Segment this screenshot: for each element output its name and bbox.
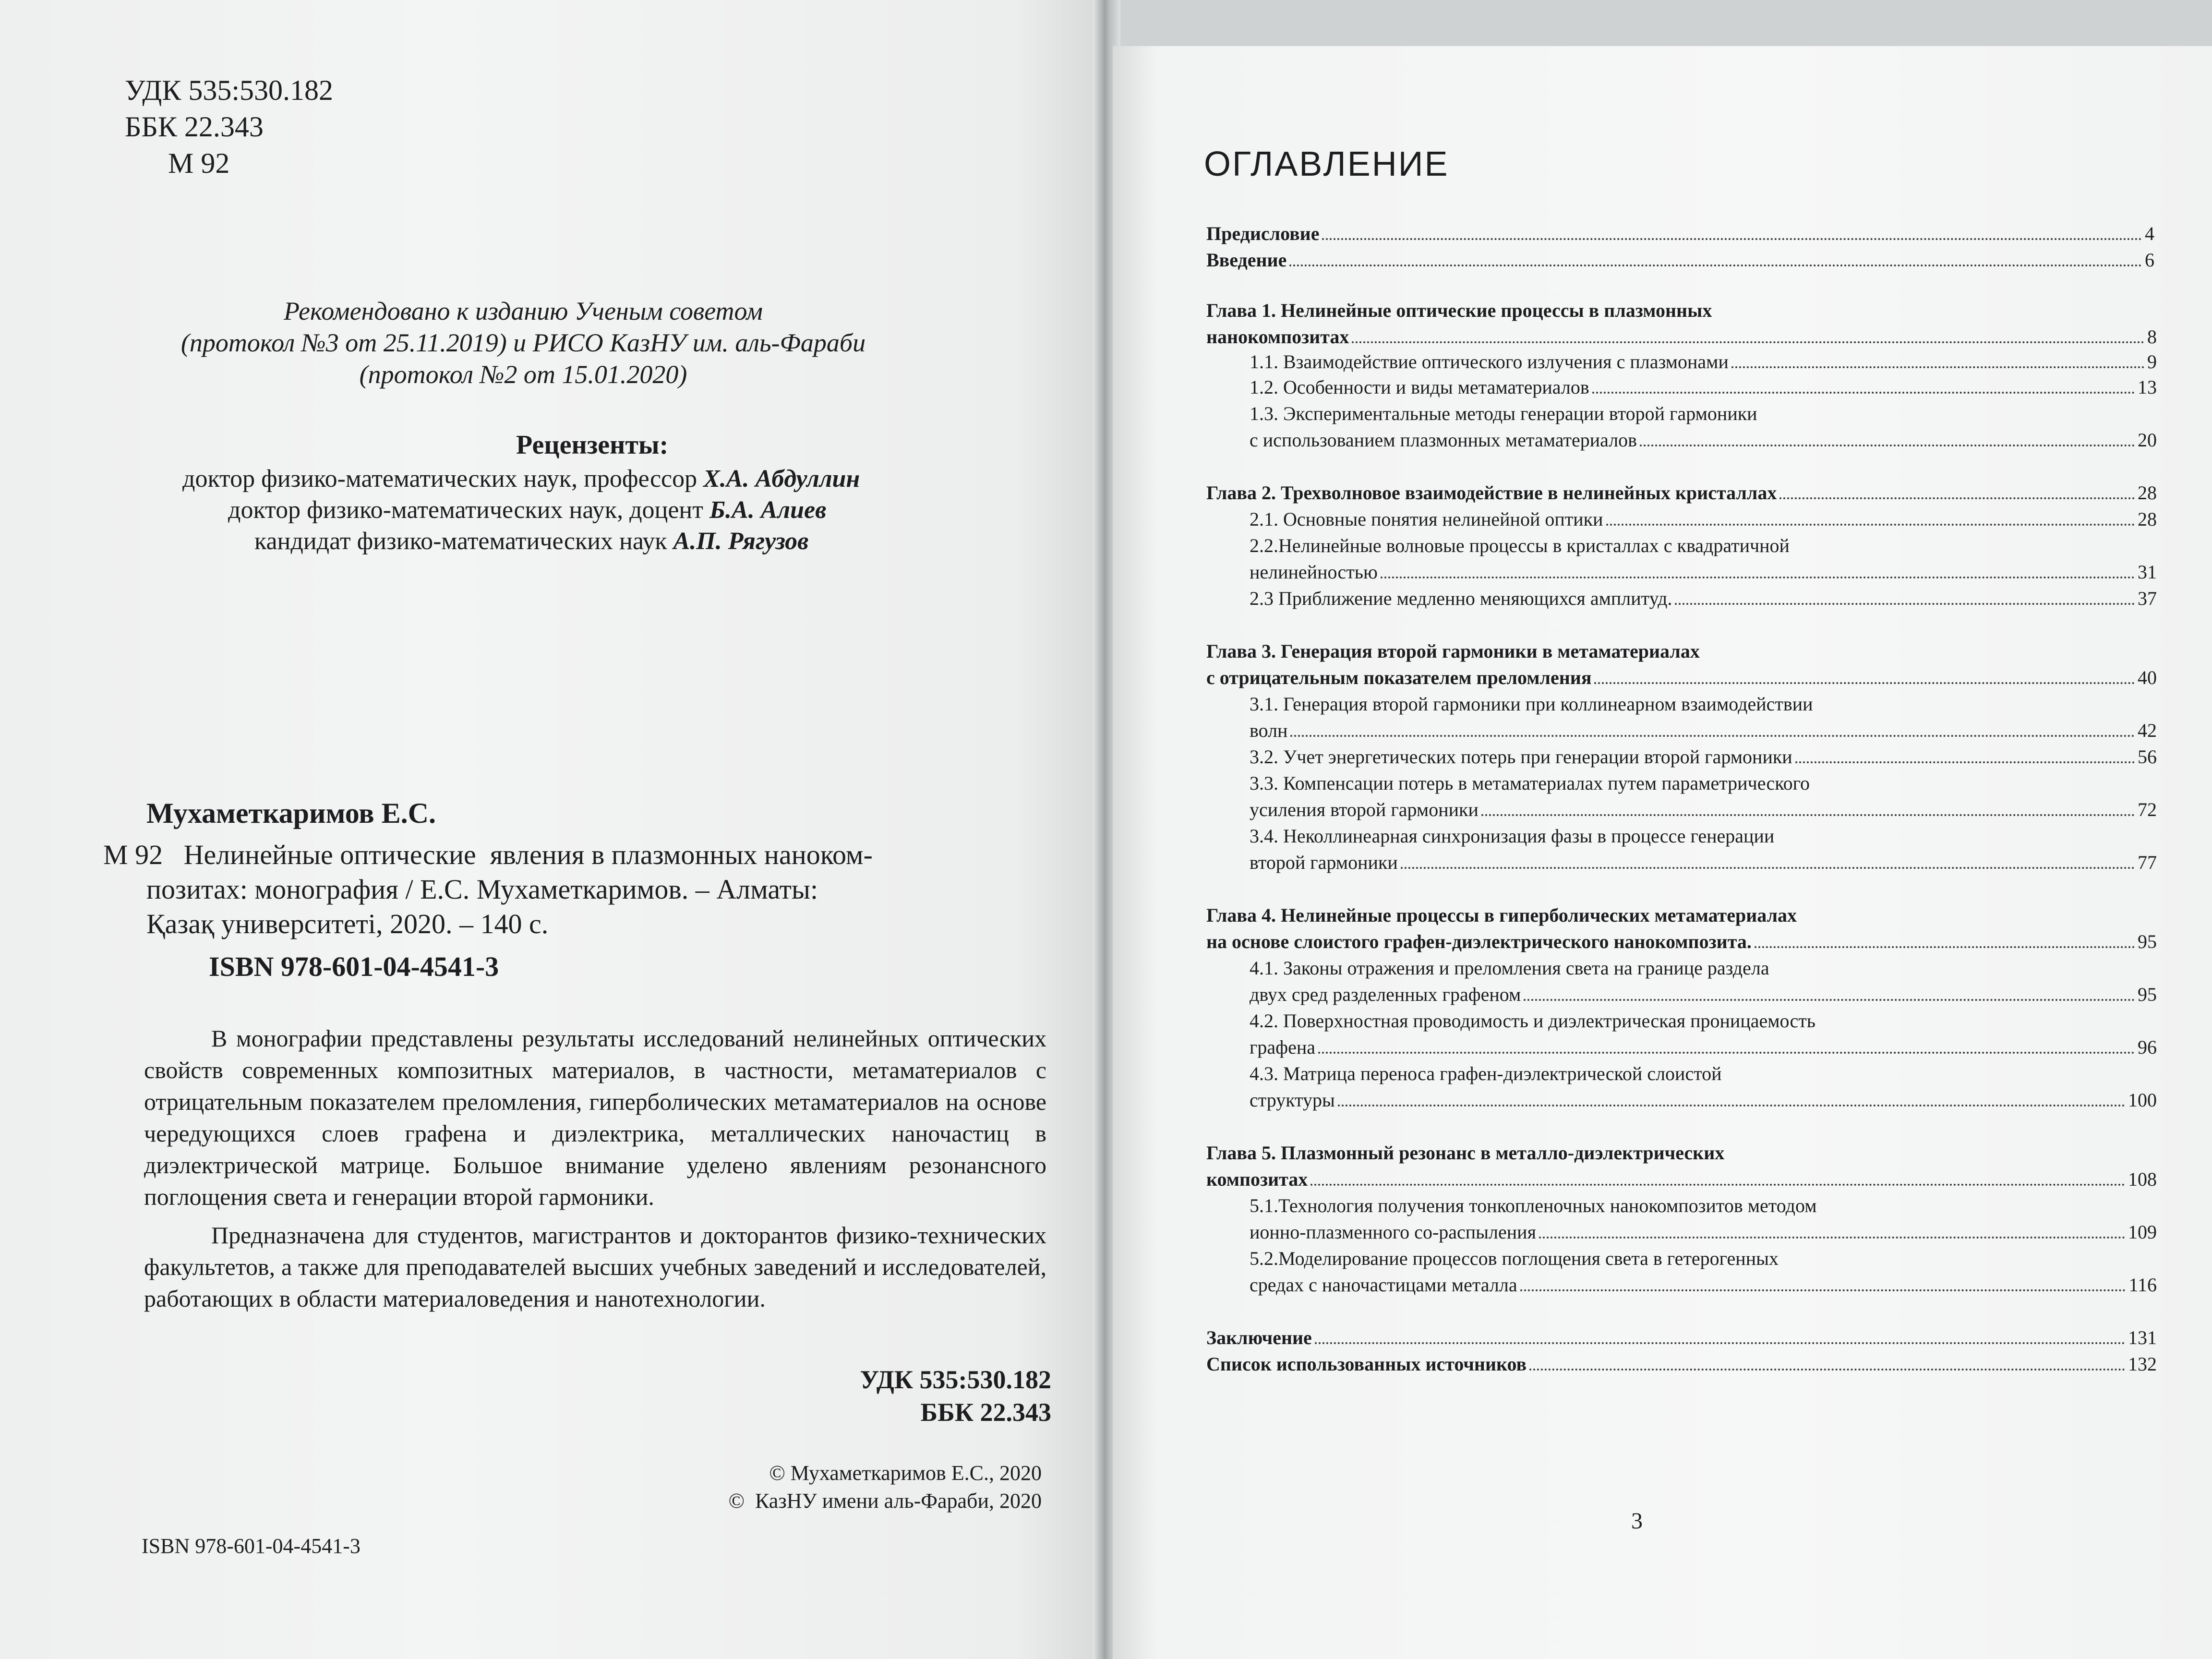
toc-page: 116 [2128,1274,2157,1296]
reviewers-title: Рецензенты: [516,430,669,460]
toc-page: 28 [2138,508,2157,530]
toc-label: нелинейностью [1250,561,1378,583]
toc-section-title: 4.2. Поверхностная проводимость и диэлектрическая проницаемость [1250,1010,1816,1032]
toc-label: средах с наночастицами металла [1250,1274,1517,1296]
leader-dots [1779,497,2135,499]
toc-page: 95 [2138,931,2157,952]
toc-section-title: 5.1.Технология получения тонкопленочных нанокомпозитов методом [1250,1195,1817,1216]
reviewer-name: Б.А. Алиев [709,496,827,524]
leader-dots [1675,603,2135,605]
toc-label: Предисловие [1206,223,1320,244]
toc-label: композитах [1206,1168,1308,1190]
toc-heading: ОГЛАВЛЕНИЕ [1204,145,1449,183]
toc-entry-section-1-2[interactable] [1250,375,2157,400]
toc-label: Заключение [1206,1327,1312,1348]
reviewer-line [182,463,860,495]
toc-label: 2.1. Основные понятия нелинейной оптики [1250,508,1603,530]
isbn-bold: ISBN 978-601-04-4541-3 [209,951,499,982]
recommendation-block [139,295,907,390]
toc-entry-references[interactable] [1206,1352,2157,1377]
page-number: 3 [1631,1508,1643,1534]
leader-dots [1539,1237,2125,1238]
toc-page: 6 [2145,249,2154,271]
toc-label: второй гармоники [1250,852,1398,873]
toc-entry-section-4-2[interactable] [1250,1035,2157,1060]
toc-label: нанокомпозитах [1206,326,1349,348]
leader-dots [1731,366,2144,368]
leader-dots [1795,761,2135,763]
toc-page: 100 [2128,1089,2157,1111]
toc-entry-section-2-2[interactable] [1250,560,2157,585]
toc-page: 109 [2128,1221,2157,1243]
toc-entry-section-5-1[interactable] [1250,1220,2157,1245]
bbk-bottom-line: ББК 22.343 [920,1398,1051,1427]
toc-chapter-title: Глава 5. Плазмонный резонанс в металло-диэлектрических [1206,1142,1725,1164]
toc-page: 131 [2128,1327,2157,1348]
author-name: Мухаметкаримов Е.С. [146,797,436,829]
toc-entry-chapter-3[interactable] [1206,665,2157,690]
toc-entry-section-3-1[interactable] [1250,718,2157,743]
abstract-paragraph: Предназначена для студентов, магистрантов и докторантов физико-технических факультетов, а также для преподавателей высших учебных заведений и исследователей, работающих в области материаловедения и нанотехнологии. [144,1222,1046,1312]
leader-dots [1310,1184,2125,1186]
toc-chapter-title: Глава 3. Генерация второй гармоники в метаматериалах [1206,640,1700,662]
toc-entry-chapter-4[interactable] [1206,929,2157,954]
toc-section-title: 4.1. Законы отражения и преломления света на границе раздела [1250,957,1769,979]
toc-label: Глава 2. Трехволновое взаимодействие в нелинейных кристаллах [1206,482,1777,504]
toc-section-title: 3.4. Неколлинеарная синхронизация фазы в процессе генерации [1250,825,1775,847]
leader-dots [1524,999,2135,1001]
toc-label: 1.2. Особенности и виды метаматериалов [1250,376,1589,398]
recommendation-line: (протокол №2 от 15.01.2020) [359,360,687,389]
toc-entry-chapter-5[interactable] [1206,1167,2157,1192]
abstract-paragraph: В монографии представлены результаты исследований нелинейных оптических свойств современных композитных материалов, в частности, метаматериалов с отрицательным показателем преломления, гиперболических метаматериалов на основе чередующихся слоев графена и диэлектрика, металлических наночастиц в диэлектрической матрице. Большое внимание уделено явлениям резонансного поглощения света и генерации второй гармоники. [144,1025,1046,1210]
toc-page: 8 [2147,326,2157,348]
leader-dots [1520,1289,2126,1291]
leader-dots [1640,445,2135,446]
leader-dots [1594,682,2135,684]
bbk-code: ББК 22.343 [125,111,264,143]
toc-page: 42 [2138,720,2157,741]
toc-page: 72 [2138,799,2157,820]
toc-entry-section-1-1[interactable] [1250,349,2157,374]
bibliographic-entry [103,838,873,941]
leader-dots [1290,735,2135,737]
toc-entry-chapter-1[interactable] [1206,325,2157,349]
toc-label: графена [1250,1036,1315,1058]
toc-page: 40 [2138,667,2157,688]
toc-entry-section-2-1[interactable] [1250,507,2157,532]
toc-page: 56 [2138,746,2157,768]
author-mark: М 92 [168,147,230,179]
toc-page: 4 [2145,223,2154,244]
toc-label: с отрицательным показателем преломления [1206,667,1592,688]
recommendation-line: (протокол №3 от 25.11.2019) и РИСО КазНУ им. аль-Фараби [180,328,866,357]
reviewer-line [254,526,808,557]
toc-label: 3.2. Учет энергетических потерь при генерации второй гармоники [1250,746,1792,768]
leader-dots [1592,392,2135,394]
leader-dots [1318,1052,2135,1054]
toc-section-title: 4.3. Матрица переноса графен-диэлектрической слоистой [1250,1063,1722,1084]
leader-dots [1755,946,2135,948]
toc-page: 132 [2128,1353,2157,1375]
toc-section-title: 5.2.Моделирование процессов поглощения света в гетерогенных [1250,1248,1779,1269]
toc-section-title: 3.1. Генерация второй гармоники при коллинеарном взаимодействии [1250,693,1813,715]
reviewer-role: доктор физико-математических наук, доцент [228,496,703,524]
toc-page: 108 [2128,1168,2157,1190]
leader-dots [1401,867,2135,869]
toc-label: двух сред разделенных графеном [1250,984,1521,1005]
leader-dots [1289,264,2142,266]
leader-dots [1352,341,2144,343]
catalog-codes [125,72,333,181]
toc-page: 96 [2138,1036,2157,1058]
toc-label: волн [1250,720,1288,741]
isbn-bottom: ISBN 978-601-04-4541-3 [142,1534,361,1558]
toc-entry-section-3-2[interactable] [1250,745,2157,769]
toc-label: на основе слоистого графен-диэлектрического нанокомпозита. [1206,931,1752,952]
udk-bottom [696,1363,1051,1429]
toc-entry-section-5-2[interactable] [1250,1273,2157,1298]
toc-chapter-title: Глава 1. Нелинейные оптические процессы в плазмонных [1206,300,1712,321]
toc-page: 20 [2138,429,2157,451]
toc-label: Список использованных источников [1206,1353,1527,1375]
toc-section-title: 3.3. Компенсации потерь в метаматериалах путем параметрического [1250,772,1810,794]
copyright-block [600,1459,1042,1515]
toc-entry-section-1-3[interactable] [1250,428,2157,453]
toc-label: структуры [1250,1089,1335,1111]
toc-page: 77 [2138,852,2157,873]
toc-entry-section-4-1[interactable] [1250,982,2157,1007]
toc-page: 9 [2147,351,2157,373]
leader-dots [1529,1369,2125,1370]
udk-bottom-line: УДК 535:530.182 [860,1365,1051,1394]
toc-page: 28 [2138,482,2157,504]
reviewer-line [228,494,826,526]
toc-label: с использованием плазмонных метаматериалов [1250,429,1637,451]
reviewer-role: доктор физико-математических наук, профессор [182,465,697,493]
reviewer-name: А.П. Рягузов [673,528,809,555]
reviewer-role: кандидат физико-математических наук [254,528,667,555]
left-page [0,0,1104,1659]
biblio-line: М 92 Нелинейные оптические явления в плазмонных наноком- [103,839,873,870]
leader-dots [1338,1105,2125,1106]
toc-entry-intro[interactable] [1206,248,2154,273]
toc-entry-preface[interactable] [1206,221,2154,246]
toc-label: 2.3 Приближение медленно меняющихся амплитуд. [1250,588,1672,609]
right-page [1113,46,2212,1659]
copyright-line: © КазНУ имени аль-Фараби, 2020 [728,1489,1042,1513]
toc-chapter-title: Глава 4. Нелинейные процессы в гиперболических метаматериалах [1206,904,1797,926]
reviewer-name: Х.А. Абдуллин [703,465,860,493]
leader-dots [1315,1342,2125,1344]
toc-page: 95 [2138,984,2157,1005]
leader-dots [1606,524,2135,526]
biblio-line: позитах: монография / Е.С. Мухаметкаримов. – Алматы: [146,874,818,905]
recommendation-line: Рекомендовано к изданию Ученым советом [284,297,763,325]
toc-section-title: 2.2.Нелинейные волновые процессы в кристаллах с квадратичной [1250,535,1790,556]
toc-entry-section-2-3[interactable] [1250,586,2157,611]
toc-label: ионно-плазменного со-распыления [1250,1221,1536,1243]
leader-dots [1322,238,2142,240]
copyright-line: © Мухаметкаримов Е.С., 2020 [769,1461,1042,1485]
toc-entry-chapter-2[interactable] [1206,481,2157,505]
biblio-line: Қазақ университеті, 2020. – 140 с. [146,908,549,939]
toc-entry-section-3-3[interactable] [1250,797,2157,822]
leader-dots [1481,814,2135,816]
toc-page: 13 [2138,376,2157,398]
leader-dots [1381,577,2135,578]
toc-entry-section-3-4[interactable] [1250,850,2157,875]
udk-code: УДК 535:530.182 [125,74,334,106]
toc-page: 37 [2138,588,2157,609]
toc-label: усиления второй гармоники [1250,799,1479,820]
toc-entry-conclusion[interactable] [1206,1325,2157,1350]
toc-label: 1.1. Взаимодействие оптического излучения с плазмонами [1250,351,1729,373]
toc-section-title: 1.3. Экспериментальные методы генерации второй гармоники [1250,403,1757,424]
toc-label: Введение [1206,249,1287,271]
toc-entry-section-4-3[interactable] [1250,1088,2157,1113]
toc-page: 31 [2138,561,2157,583]
abstract [144,1022,1046,1321]
